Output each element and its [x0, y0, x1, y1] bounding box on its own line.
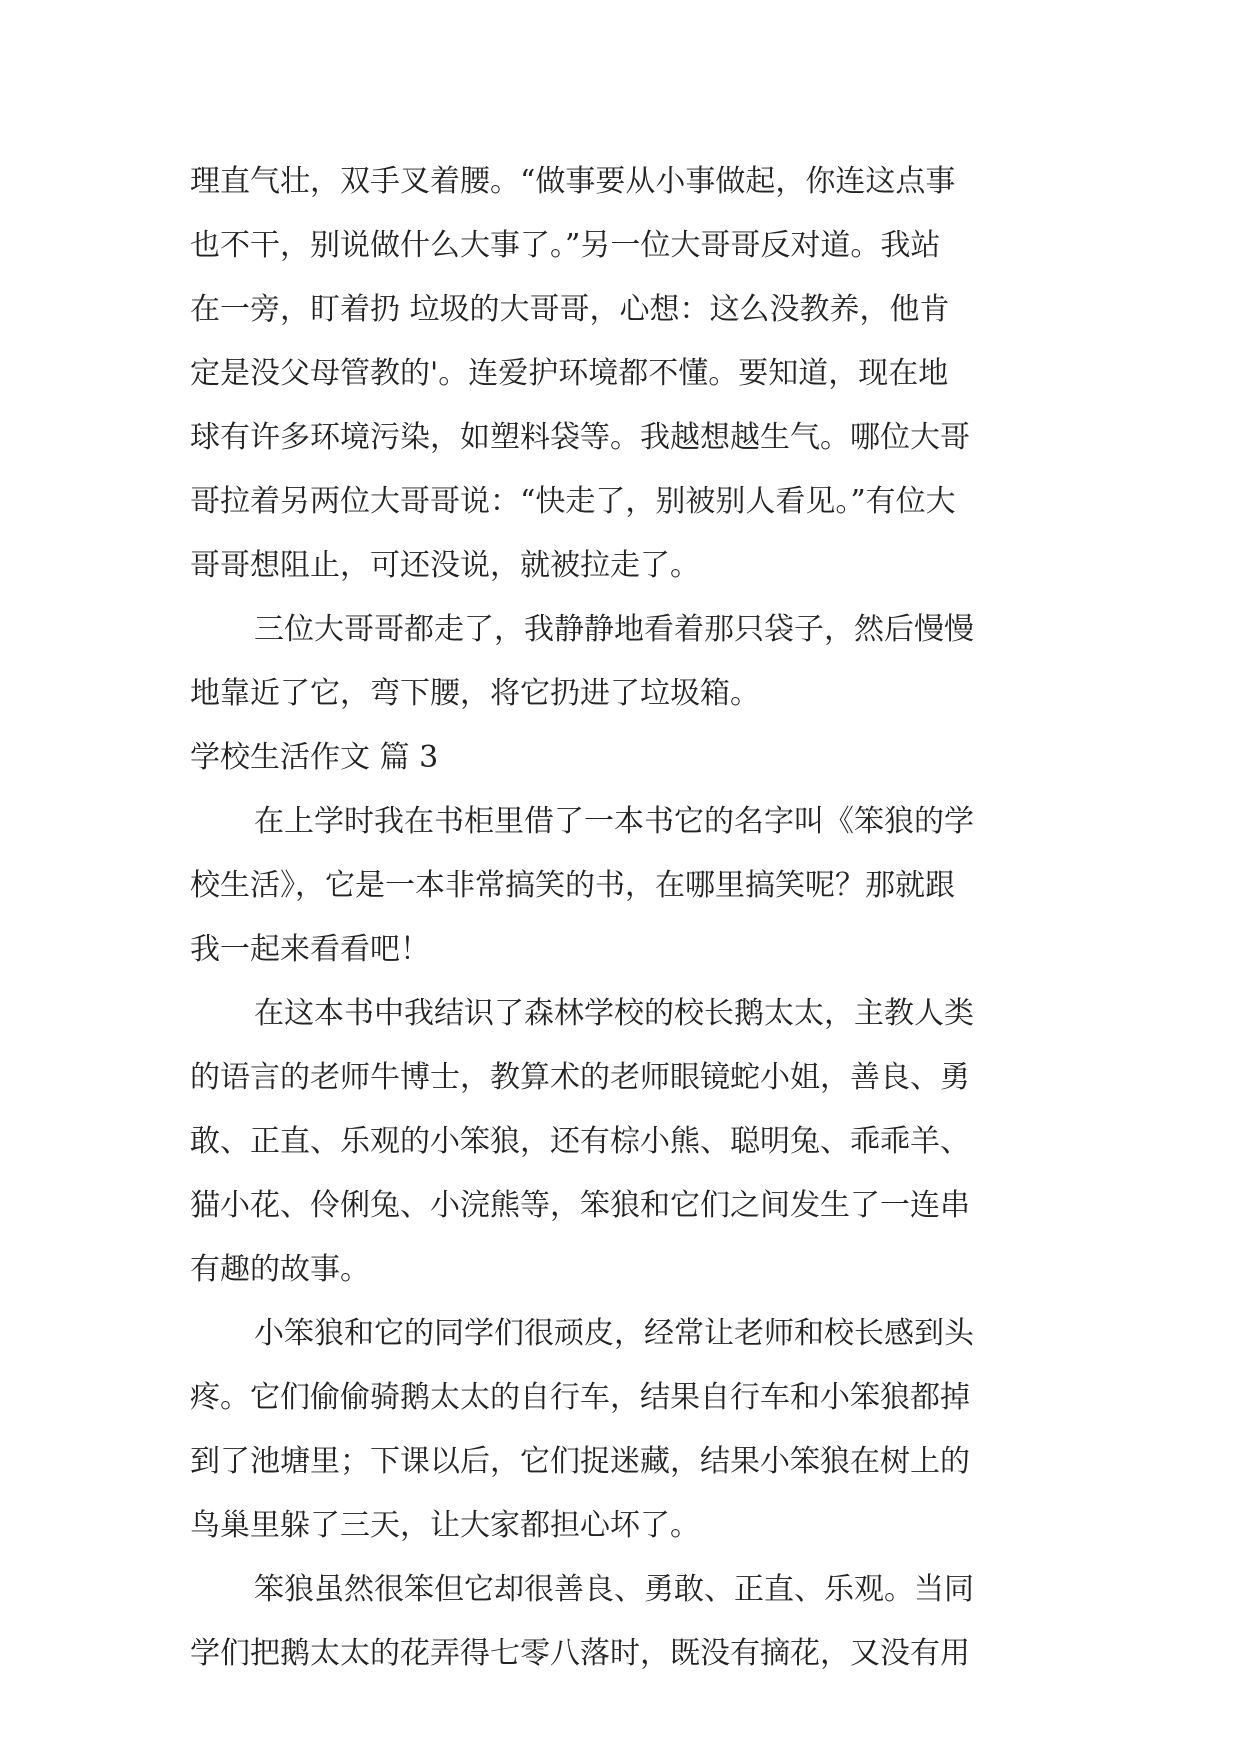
- text-line: 地靠近了它，弯下腰，将它扔进了垃圾箱。: [190, 676, 760, 711]
- text-line: 校生活》，它是一本非常搞笑的书，在哪里搞笑呢？那就跟: [190, 868, 955, 903]
- section-heading: 学校生活作文 篇 3: [190, 740, 439, 775]
- text-line: 鸟巢里躲了三天，让大家都担心坏了。: [190, 1508, 700, 1543]
- text-line: 在一旁，盯着扔 垃圾的大哥哥，心想：这么没教养，他肯: [190, 292, 950, 327]
- text-line: 敢、正直、乐观的小笨狼，还有棕小熊、聪明兔、乖乖羊、: [190, 1124, 970, 1159]
- text-line: 理直气壮，双手叉着腰。“做事要从小事做起，你连这点事: [190, 164, 956, 199]
- text-line: 哥哥想阻止，可还没说，就被拉走了。: [190, 548, 700, 583]
- text-line: 我一起来看看吧！: [190, 932, 430, 967]
- text-line: 疼。它们偷偷骑鹅太太的自行车，结果自行车和小笨狼都掉: [190, 1380, 970, 1415]
- text-line: 也不干，别说做什么大事了。”另一位大哥哥反对道。我站: [190, 228, 941, 263]
- text-line: 的语言的老师牛博士，教算术的老师眼镜蛇小姐，善良、勇: [190, 1060, 970, 1095]
- paragraph-start-line: 小笨狼和它的同学们很顽皮，经常让老师和校长感到头: [254, 1316, 974, 1351]
- paragraph-start-line: 在上学时我在书柜里借了一本书它的名字叫《笨狼的学: [254, 804, 974, 839]
- paragraph-start-line: 三位大哥哥都走了，我静静地看着那只袋子，然后慢慢: [254, 612, 974, 647]
- text-line: 有趣的故事。: [190, 1252, 370, 1287]
- text-line: 定是没父母管教的'。连爱护环境都不懂。要知道，现在地: [190, 356, 949, 391]
- text-line: 哥拉着另两位大哥哥说：“快走了，别被别人看见。”有位大: [190, 484, 956, 519]
- text-line: 球有许多环境污染，如塑料袋等。我越想越生气。哪位大哥: [190, 420, 970, 455]
- text-line: 猫小花、伶俐兔、小浣熊等，笨狼和它们之间发生了一连串: [190, 1188, 970, 1223]
- document-body: [190, 150, 1070, 1686]
- text-line: 学们把鹅太太的花弄得七零八落时，既没有摘花，又没有用: [190, 1636, 970, 1671]
- paragraph-start-line: 在这本书中我结识了森林学校的校长鹅太太，主教人类: [254, 996, 974, 1031]
- paragraph-start-line: 笨狼虽然很笨但它却很善良、勇敢、正直、乐观。当同: [254, 1572, 974, 1607]
- text-line: 到了池塘里；下课以后，它们捉迷藏，结果小笨狼在树上的: [190, 1444, 970, 1479]
